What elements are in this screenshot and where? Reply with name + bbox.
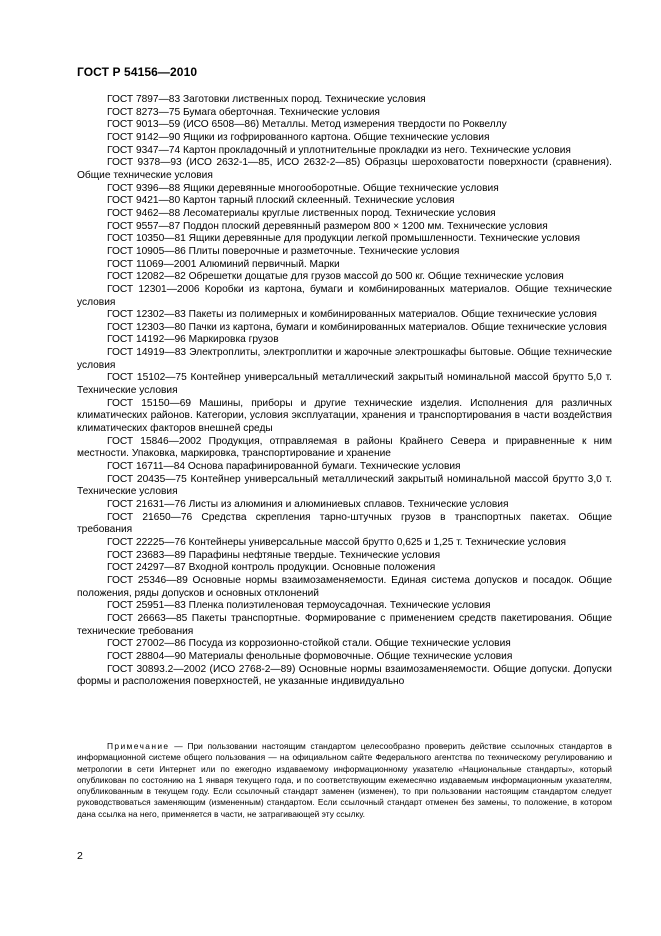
reference-item: ГОСТ 21631—76 Листы из алюминия и алюминиевых сплавов. Технические условия <box>107 499 509 510</box>
reference-item: ГОСТ 9013—59 (ИСО 6508—86) Металлы. Метод измерения твердости по Роквеллу <box>107 119 507 131</box>
note-label: Примечание <box>107 741 170 751</box>
reference-item: ГОСТ 9462—88 Лесоматериалы круглые лиственных пород. Технические условия <box>107 207 496 219</box>
reference-item: ГОСТ 25346—89 Основные нормы взаимозаменяемости. Единая система допусков и посадок. Общие положения, ряды допусков и основных отклонений <box>77 574 612 599</box>
normative-references-list <box>77 94 612 689</box>
reference-item: ГОСТ 15150—69 Машины, приборы и другие технические изделия. Исполнения для различных климатических районов. Категории, условия эксплуатации, хранения и транспортирования в части воздействия климатических факторов внешней среды <box>77 397 612 435</box>
reference-item: ГОСТ 9557—87 Поддон плоский деревянный размером 800 × 1200 мм. Технические условия <box>107 220 548 232</box>
reference-item: ГОСТ 12082—82 Обрешетки дощатые для грузов массой до 500 кг. Общие технические условия <box>107 271 564 283</box>
reference-item: ГОСТ 27002—86 Посуда из коррозионно-стойкой стали. Общие технические условия <box>107 638 511 650</box>
reference-item: ГОСТ 22225—76 Контейнеры универсальные массой брутто 0,625 и 1,25 т. Технические условия <box>107 536 567 548</box>
note-paragraph <box>77 741 612 820</box>
reference-item: ГОСТ 25951—83 Пленка полиэтиленовая термоусадочная. Технические условия <box>107 600 491 612</box>
reference-item: ГОСТ 12301—2006 Коробки из картона, бумаги и комбинированных материалов. Общие технические условия <box>77 283 612 308</box>
reference-item: ГОСТ 15102—75 Контейнер универсальный металлический закрытый номинальной массой брутто 5,0 т. Технические условия <box>77 372 612 397</box>
reference-item: ГОСТ 16711—84 Основа парафинированной бумаги. Технические условия <box>107 461 461 473</box>
page-number: 2 <box>77 850 83 862</box>
reference-item: ГОСТ 24297—87 Входной контроль продукции. Основные положения <box>107 562 436 574</box>
reference-item: ГОСТ 23683—89 Парафины нефтяные твердые. Технические условия <box>107 549 441 561</box>
reference-item: ГОСТ 12302—83 Пакеты из полимерных и комбинированных материалов. Общие технические условия <box>107 309 597 321</box>
reference-item: ГОСТ 12303—80 Пачки из картона, бумаги и комбинированных материалов. Общие технические условия <box>107 321 607 333</box>
reference-item: ГОСТ 9396—88 Ящики деревянные многооборотные. Общие технические условия <box>107 182 499 194</box>
reference-item: ГОСТ 7897—83 Заготовки лиственных пород. Технические условия <box>107 94 426 105</box>
reference-item: ГОСТ 10905—86 Плиты поверочные и разметочные. Технические условия <box>107 245 460 257</box>
reference-item: ГОСТ 8273—75 Бумага оберточная. Технические условия <box>107 106 380 118</box>
reference-item: ГОСТ 26663—85 Пакеты транспортные. Формирование с применением средств пакетирования. Общие технические требования <box>77 612 612 637</box>
reference-item: ГОСТ 9378—93 (ИСО 2632-1—85, ИСО 2632-2—85) Образцы шероховатости поверхности (сравнения). Общие технические условия <box>77 157 612 181</box>
reference-item: ГОСТ 20435—75 Контейнер универсальный металлический закрытый номинальной массой брутто 3,0 т. Технические условия <box>77 473 612 498</box>
reference-item: ГОСТ 30893.2—2002 (ИСО 2768-2—89) Основные нормы взаимозаменяемости. Общие допуски. Допуски формы и расположения поверхностей, не указанные индивидуально <box>77 663 612 688</box>
reference-item: ГОСТ 14192—96 Маркировка грузов <box>107 334 279 346</box>
reference-item: ГОСТ 9142—90 Ящики из гофрированного картона. Общие технические условия <box>107 131 490 143</box>
reference-item: ГОСТ 9421—80 Картон тарный плоский склеенный. Технические условия <box>107 195 455 207</box>
reference-item: ГОСТ 14919—83 Электроплиты, электроплитки и жарочные электрошкафы бытовые. Общие технические условия <box>77 347 612 371</box>
note-text: — При пользовании настоящим стандартом целесообразно проверить действие ссылочных стандартов в информационной системе общего пользования — на официальном сайте Федерального агентства по техническому регулированию и метрологии в сети Интернет или по ежегодно издаваемому информационному указателю «Национальные стандарты», который опубликован по состоянию на 1 января текущего года, и по соответствующим ежемесячно издаваемым информационным указателям, опубликованным в текущем году. Если ссылочный стандарт заменен (изменен), то при пользовании настоящим стандартом следует руководствоваться заменяющим (измененным) стандартом. Если ссылочный стандарт отменен без замены, то положение, в котором дана ссылка на него, применяется в части, не затрагивающей эту ссылку. <box>77 741 613 819</box>
reference-item: ГОСТ 21650—76 Средства скрепления тарно-штучных грузов в транспортных пакетах. Общие требования <box>77 511 612 536</box>
reference-item: ГОСТ 9347—74 Картон прокладочный и уплотнительные прокладки из него. Технические условия <box>107 144 571 156</box>
document-header: ГОСТ Р 54156—2010 <box>77 65 198 79</box>
reference-item: ГОСТ 10350—81 Ящики деревянные для продукции легкой промышленности. Технические условия <box>107 233 580 245</box>
reference-item: ГОСТ 15846—2002 Продукция, отправляемая в районы Крайнего Севера и приравненные к ним местности. Упаковка, маркировка, транспортирование и хранение <box>77 435 612 460</box>
reference-item: ГОСТ 28804—90 Материалы фенольные формовочные. Общие технические условия <box>107 650 513 662</box>
reference-item: ГОСТ 11069—2001 Алюминий первичный. Марки <box>107 258 340 270</box>
